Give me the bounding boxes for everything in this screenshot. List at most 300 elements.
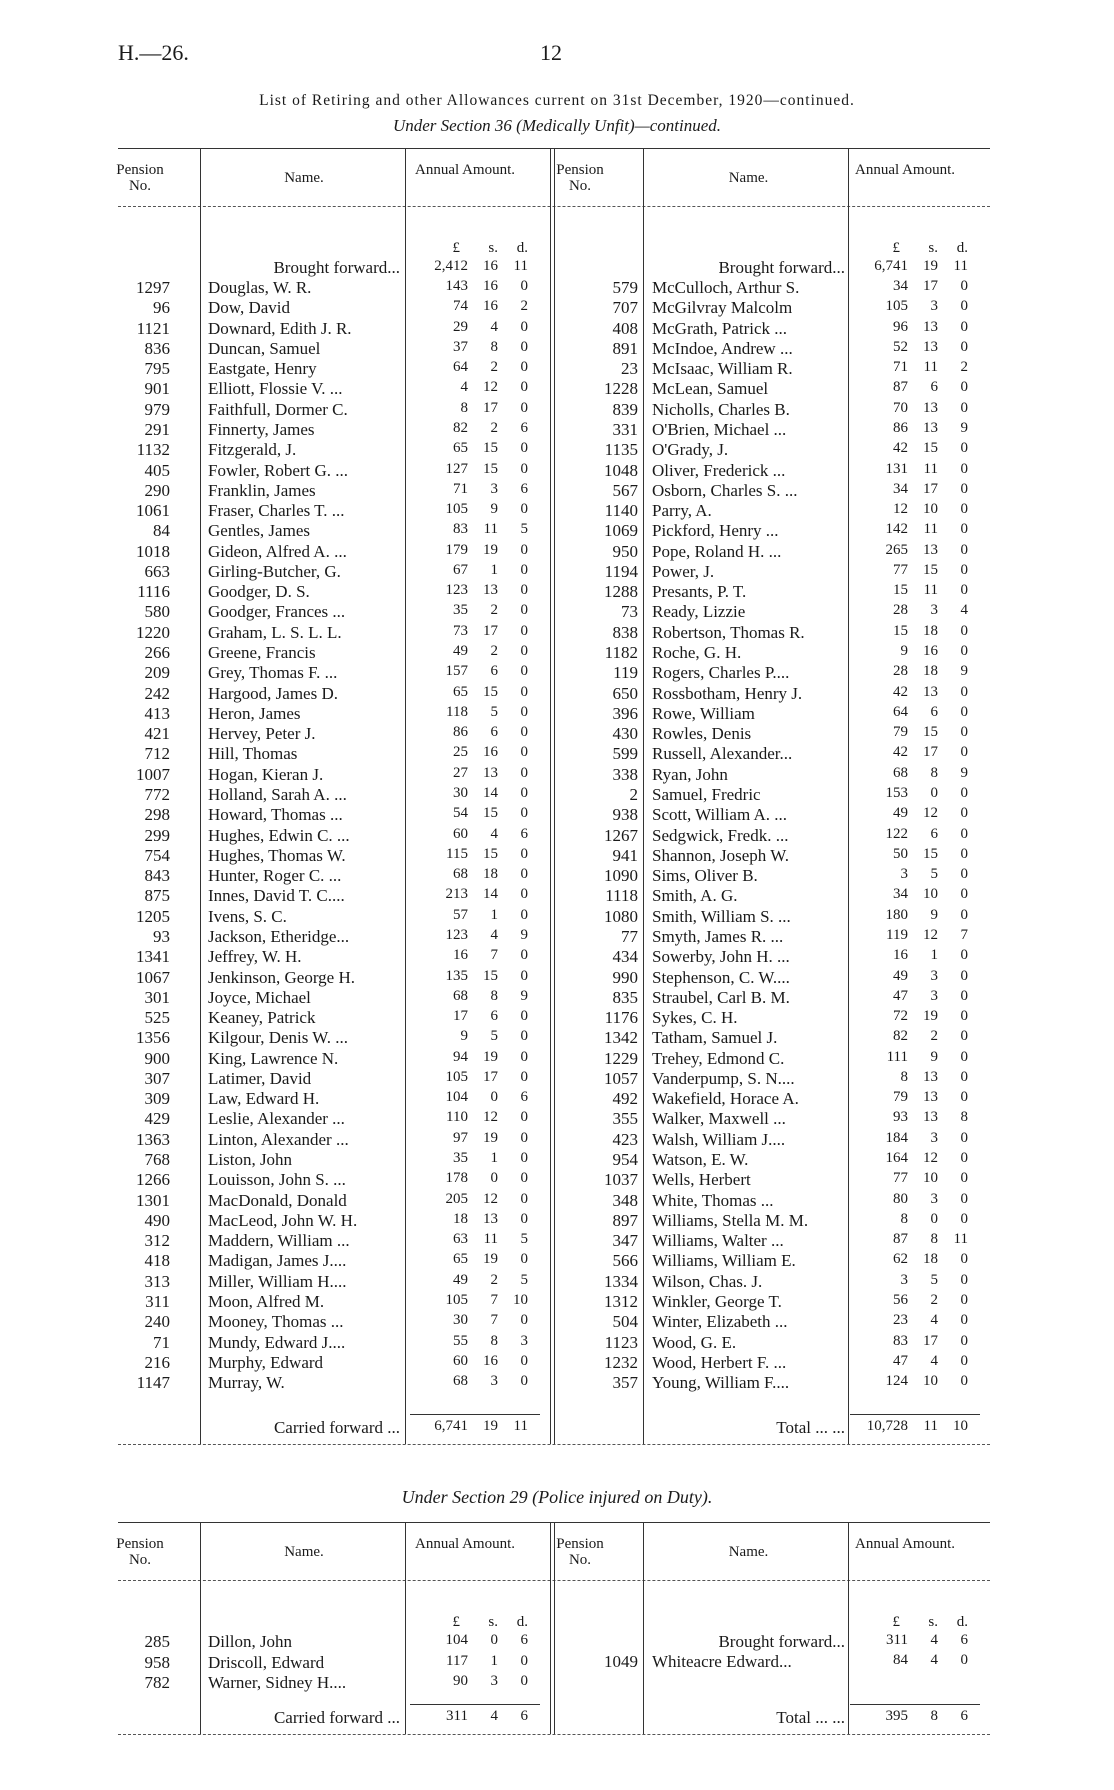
amount-pence: 0 xyxy=(520,379,528,396)
amount-pence: 0 xyxy=(960,744,968,761)
page-number: 12 xyxy=(540,40,562,65)
amount-shillings: 8 xyxy=(490,1332,498,1349)
pensioner-name: Joyce, Michael xyxy=(208,987,311,1007)
pensioner-name: Fowler, Robert G. ... xyxy=(208,460,349,480)
amount-pounds: 105 xyxy=(445,501,468,518)
pension-number: 958 xyxy=(144,1652,170,1672)
pension-number: 421 xyxy=(144,724,170,744)
amount-pounds: 49 xyxy=(453,643,468,660)
amount-pence: 7 xyxy=(960,926,968,943)
amount-shillings: 11 xyxy=(923,359,938,376)
pension-number: 408 xyxy=(612,318,638,338)
pensioner-name: Presants, P. T. xyxy=(652,582,747,602)
column-divider xyxy=(643,1522,644,1734)
amount-pence: 0 xyxy=(960,561,968,578)
amount-pence: 0 xyxy=(960,501,968,518)
amount-pounds: 65 xyxy=(453,440,468,457)
pensioner-name: Hargood, James D. xyxy=(208,683,338,703)
pensioner-name: Smyth, James R. ... xyxy=(652,926,784,946)
pension-number: 429 xyxy=(144,1109,170,1129)
pensioner-name: Mooney, Thomas ... xyxy=(208,1312,344,1332)
amount-shillings: 19 xyxy=(483,541,498,558)
pension-number: 525 xyxy=(144,1008,170,1028)
pensioner-name: Robertson, Thomas R. xyxy=(652,622,805,642)
amount-shillings: 13 xyxy=(923,541,938,558)
amount-pounds: 52 xyxy=(893,338,908,355)
annual-amount xyxy=(850,1089,975,1109)
amount-shillings: 10 xyxy=(923,501,938,518)
amount-pounds: 105 xyxy=(445,1068,468,1085)
annual-amount xyxy=(850,1373,975,1393)
amount-pounds: 86 xyxy=(453,724,468,741)
amount-pounds: 213 xyxy=(445,886,468,903)
amount-shillings: 15 xyxy=(483,683,498,700)
amount-pounds: 62 xyxy=(893,1251,908,1268)
pensioner-name: Law, Edward H. xyxy=(208,1089,320,1109)
amount-pounds: 8 xyxy=(900,1068,908,1085)
amount-pounds: 73 xyxy=(453,622,468,639)
amount-shillings: 15 xyxy=(923,561,938,578)
annual-amount xyxy=(410,1231,535,1251)
annual-amount xyxy=(410,440,535,460)
amount-pounds: 29 xyxy=(453,318,468,335)
amount-shillings: 0 xyxy=(490,1170,498,1187)
amount-pounds: 96 xyxy=(893,318,908,335)
annual-amount xyxy=(410,1632,535,1652)
amount-pounds: 47 xyxy=(893,1352,908,1369)
pensioner-name: Jenkinson, George H. xyxy=(208,967,355,987)
amount-shillings: 5 xyxy=(490,1028,498,1045)
amount-pounds: 205 xyxy=(445,1190,468,1207)
amount-pence: 0 xyxy=(960,1352,968,1369)
amount-pounds: 9 xyxy=(900,643,908,660)
amount-pounds: 178 xyxy=(445,1170,468,1187)
brought-forward-right-amount xyxy=(850,1632,975,1652)
amount-shillings: 17 xyxy=(923,278,938,294)
amount-pounds: 82 xyxy=(453,419,468,436)
pension-number: 93 xyxy=(153,926,170,946)
amount-pence: 0 xyxy=(520,724,528,741)
annual-amount xyxy=(850,1130,975,1150)
amount-shillings: 1 xyxy=(490,1652,498,1669)
pensioner-name: Fraser, Charles T. ... xyxy=(208,501,345,521)
pension-number: 307 xyxy=(144,1068,170,1088)
amount-pounds: 42 xyxy=(893,440,908,457)
pension-number: 84 xyxy=(153,521,170,541)
amount-shillings: 13 xyxy=(923,419,938,436)
pensioner-name: Osborn, Charles S. ... xyxy=(652,480,798,500)
amount-pounds: 122 xyxy=(885,825,908,842)
amount-pounds: 153 xyxy=(885,785,908,801)
amount-shillings: 14 xyxy=(483,886,498,903)
amount-pounds: 28 xyxy=(893,663,908,680)
amount-pounds: 16 xyxy=(893,947,908,964)
amount-pence: 0 xyxy=(960,622,968,639)
pension-number: 216 xyxy=(144,1352,170,1372)
amount-pounds: 82 xyxy=(893,1028,908,1045)
amount-pounds: 6,741 xyxy=(434,1418,468,1434)
amount-pence: 0 xyxy=(520,703,528,720)
pension-number: 1090 xyxy=(604,866,638,886)
amount-pounds: 179 xyxy=(445,541,468,558)
amount-shillings: 2 xyxy=(490,643,498,660)
pensioner-name: Walker, Maxwell ... xyxy=(652,1109,786,1129)
amount-pounds: 68 xyxy=(453,1373,468,1390)
pensioner-name: Oliver, Frederick ... xyxy=(652,460,786,480)
amount-shillings: 10 xyxy=(923,1373,938,1390)
unit-shillings: s. xyxy=(928,240,938,256)
amount-pounds: 34 xyxy=(893,480,908,497)
pension-number: 1288 xyxy=(604,582,638,602)
pension-number: 338 xyxy=(612,764,638,784)
annual-amount xyxy=(850,359,975,379)
pensioner-name: McCulloch, Arthur S. xyxy=(652,278,800,297)
pension-number: 1080 xyxy=(604,906,638,926)
amount-pence: 0 xyxy=(520,805,528,822)
annual-amount xyxy=(850,521,975,541)
pensioner-name: Williams, Walter ... xyxy=(652,1231,784,1251)
pension-number: 1267 xyxy=(604,825,638,845)
pensioner-name: Keaney, Patrick xyxy=(208,1008,316,1028)
pension-number: 1069 xyxy=(604,521,638,541)
amount-pounds: 67 xyxy=(453,561,468,578)
annual-amount xyxy=(410,1150,535,1170)
amount-shillings: 17 xyxy=(923,1332,938,1349)
pension-number: 73 xyxy=(621,602,638,622)
pensioner-name: Madigan, James J.... xyxy=(208,1251,347,1271)
amount-pounds: 42 xyxy=(893,744,908,761)
pensioner-name: Moon, Alfred M. xyxy=(208,1292,325,1311)
annual-amount xyxy=(410,1272,535,1292)
pensioner-name: Power, J. xyxy=(652,561,715,581)
amount-shillings: 1 xyxy=(930,947,938,964)
annual-amount xyxy=(850,400,975,420)
amount-pence: 0 xyxy=(520,1251,528,1268)
column-divider xyxy=(643,148,644,1444)
annual-amount xyxy=(410,278,535,298)
amount-shillings: 16 xyxy=(483,1352,498,1369)
annual-amount xyxy=(410,704,535,724)
unit-pence: d. xyxy=(516,1614,528,1630)
amount-pence: 0 xyxy=(520,440,528,457)
header-annual-amount-left: Annual Amount. xyxy=(415,162,515,178)
amount-pounds: 87 xyxy=(893,1231,908,1248)
amount-shillings: 12 xyxy=(923,805,938,822)
header-pension-no-right: Pension No. xyxy=(556,1536,604,1568)
rule-line xyxy=(118,1734,990,1735)
amount-pounds: 117 xyxy=(446,1652,468,1669)
header-name-right: Name. xyxy=(728,1544,769,1560)
amount-shillings: 15 xyxy=(923,724,938,741)
carried-forward-left-label: Carried forward ... xyxy=(273,1708,400,1727)
pension-number: 650 xyxy=(612,683,638,703)
amount-pence: 0 xyxy=(960,278,968,294)
amount-shillings: 17 xyxy=(483,1068,498,1085)
annual-amount xyxy=(410,319,535,339)
amount-shillings: 16 xyxy=(483,258,498,274)
amount-shillings: 0 xyxy=(490,1089,498,1106)
header-annual-amount-left: Annual Amount. xyxy=(415,1536,515,1552)
amount-shillings: 2 xyxy=(930,1028,938,1045)
pensioner-name: Hughes, Edwin C. ... xyxy=(208,825,350,845)
amount-pounds: 135 xyxy=(445,967,468,984)
rule-line xyxy=(850,1704,980,1705)
annual-amount xyxy=(850,501,975,521)
amount-pence: 0 xyxy=(960,886,968,903)
pension-number: 1121 xyxy=(136,318,170,338)
amount-pounds: 94 xyxy=(453,1048,468,1065)
amount-pence: 11 xyxy=(513,1418,528,1434)
pensioner-name: Sedgwick, Fredk. ... xyxy=(652,825,789,845)
pensioner-name: Linton, Alexander ... xyxy=(208,1129,349,1149)
pensioner-name: Graham, L. S. L. L. xyxy=(208,622,342,642)
amount-pounds: 83 xyxy=(453,521,468,538)
annual-amount xyxy=(850,420,975,440)
annual-amount xyxy=(410,542,535,562)
annual-amount xyxy=(850,886,975,906)
amount-pounds: 124 xyxy=(885,1373,908,1390)
pensioner-name: Ryan, John xyxy=(652,764,728,784)
total-right-label: Total ... ... xyxy=(776,1708,845,1727)
amount-pounds: 4 xyxy=(460,379,468,396)
pension-number: 299 xyxy=(144,825,170,845)
pensioner-name: Eastgate, Henry xyxy=(208,359,317,379)
pension-number: 119 xyxy=(613,663,638,683)
annual-amount xyxy=(850,1211,975,1231)
pension-number: 795 xyxy=(144,359,170,379)
annual-amount xyxy=(850,602,975,622)
amount-shillings: 16 xyxy=(923,643,938,660)
amount-shillings: 13 xyxy=(483,1210,498,1227)
amount-shillings: 5 xyxy=(930,1271,938,1288)
amount-shillings: 3 xyxy=(930,298,938,315)
annual-amount xyxy=(410,1049,535,1069)
amount-pounds: 97 xyxy=(453,1129,468,1146)
annual-amount xyxy=(850,481,975,501)
amount-shillings: 9 xyxy=(930,1048,938,1065)
pensioner-name: Grey, Thomas F. ... xyxy=(208,663,338,683)
pension-number: 1266 xyxy=(136,1170,170,1190)
amount-shillings: 12 xyxy=(483,1109,498,1126)
annual-amount xyxy=(410,643,535,663)
annual-amount xyxy=(410,927,535,947)
currency-units xyxy=(410,240,535,258)
amount-pounds: 311 xyxy=(886,1632,908,1648)
pensioner-name: Samuel, Fredric xyxy=(652,785,761,804)
amount-pence: 0 xyxy=(960,440,968,457)
pensioner-name: Leslie, Alexander ... xyxy=(208,1109,345,1129)
amount-pence: 8 xyxy=(960,1109,968,1126)
amount-pence: 0 xyxy=(520,1673,528,1689)
annual-amount xyxy=(850,1170,975,1190)
pensioner-name: Jeffrey, W. H. xyxy=(208,947,302,967)
pension-number: 291 xyxy=(144,419,170,439)
column-divider xyxy=(405,148,406,1444)
pension-number: 599 xyxy=(612,744,638,764)
pension-number: 707 xyxy=(612,298,638,318)
annual-amount xyxy=(850,1028,975,1048)
pensioner-name: Ready, Lizzie xyxy=(652,602,746,622)
amount-pence: 0 xyxy=(520,1170,528,1187)
amount-pounds: 10,728 xyxy=(866,1418,908,1434)
rule-line xyxy=(850,1414,980,1415)
pension-number: 504 xyxy=(612,1312,638,1332)
annual-amount xyxy=(850,724,975,744)
annual-amount xyxy=(410,886,535,906)
currency-units xyxy=(850,1614,975,1632)
amount-shillings: 8 xyxy=(930,1708,938,1724)
annual-amount xyxy=(850,684,975,704)
amount-pence: 10 xyxy=(513,1292,528,1308)
amount-pounds: 77 xyxy=(893,561,908,578)
amount-pence: 0 xyxy=(520,906,528,923)
amount-pence: 11 xyxy=(513,258,528,274)
amount-shillings: 12 xyxy=(483,379,498,396)
pension-number: 492 xyxy=(612,1089,638,1109)
pension-number: 954 xyxy=(612,1150,638,1170)
pensioner-name: Finnerty, James xyxy=(208,419,315,439)
pension-number: 1018 xyxy=(136,541,170,561)
pensioner-name: Trehey, Edmond C. xyxy=(652,1048,785,1068)
annual-amount xyxy=(850,765,975,785)
pensioner-name: Jackson, Etheridge... xyxy=(208,926,350,946)
amount-pounds: 3 xyxy=(900,866,908,883)
header-name-left: Name. xyxy=(284,1544,324,1560)
amount-pence: 2 xyxy=(960,359,968,376)
pension-number: 891 xyxy=(612,338,638,358)
annual-amount xyxy=(850,785,975,805)
pension-number: 312 xyxy=(144,1231,170,1251)
annual-amount xyxy=(410,562,535,582)
carried-forward-left-amount xyxy=(410,1708,535,1728)
amount-shillings: 8 xyxy=(930,764,938,781)
amount-pence: 6 xyxy=(960,1708,968,1724)
annual-amount xyxy=(410,1211,535,1231)
amount-pence: 0 xyxy=(520,541,528,558)
amount-pence: 0 xyxy=(520,1048,528,1065)
amount-pence: 0 xyxy=(520,1312,528,1329)
annual-amount xyxy=(410,765,535,785)
annual-amount xyxy=(410,298,535,318)
pensioner-name: Goodger, D. S. xyxy=(208,582,310,602)
amount-shillings: 1 xyxy=(490,1150,498,1167)
amount-shillings: 3 xyxy=(490,1373,498,1390)
unit-pence: d. xyxy=(956,240,968,256)
total-right-amount xyxy=(850,1418,975,1438)
amount-pounds: 123 xyxy=(445,582,468,599)
pensioner-name: Douglas, W. R. xyxy=(208,278,312,297)
pension-number: 311 xyxy=(145,1292,170,1311)
column-divider xyxy=(550,148,551,1444)
amount-pence: 0 xyxy=(960,987,968,1004)
amount-pounds: 180 xyxy=(885,906,908,923)
annual-amount xyxy=(410,602,535,622)
amount-pence: 0 xyxy=(520,683,528,700)
amount-pence: 0 xyxy=(960,703,968,720)
amount-shillings: 8 xyxy=(930,1231,938,1248)
pension-number: 396 xyxy=(612,703,638,723)
amount-shillings: 19 xyxy=(483,1129,498,1146)
annual-amount xyxy=(850,542,975,562)
annual-amount xyxy=(410,1130,535,1150)
annual-amount xyxy=(410,1089,535,1109)
pension-number: 782 xyxy=(144,1673,170,1692)
annual-amount xyxy=(850,1008,975,1028)
pensioner-name: Maddern, William ... xyxy=(208,1231,350,1251)
pension-number: 839 xyxy=(612,399,638,419)
annual-amount xyxy=(410,1170,535,1190)
pension-number: 567 xyxy=(612,480,638,500)
annual-amount xyxy=(850,1312,975,1332)
amount-pence: 0 xyxy=(960,1190,968,1207)
pensioner-name: Tatham, Samuel J. xyxy=(652,1028,778,1048)
amount-pounds: 164 xyxy=(885,1150,908,1167)
amount-shillings: 0 xyxy=(930,785,938,801)
amount-pence: 0 xyxy=(960,1373,968,1390)
annual-amount xyxy=(850,1069,975,1089)
pensioner-name: Sowerby, John H. ... xyxy=(652,947,790,967)
annual-amount xyxy=(850,298,975,318)
carried-forward-left-label: Carried forward ... xyxy=(273,1418,400,1437)
column-divider xyxy=(554,1522,555,1734)
pension-number: 1228 xyxy=(604,379,638,399)
pensioner-name: Girling-Butcher, G. xyxy=(208,561,341,581)
amount-pence: 0 xyxy=(960,683,968,700)
amount-pounds: 70 xyxy=(893,399,908,416)
pensioner-name: Vanderpump, S. N.... xyxy=(652,1068,795,1088)
amount-pence: 0 xyxy=(520,1150,528,1167)
pension-number: 331 xyxy=(612,419,638,439)
amount-pence: 0 xyxy=(520,1210,528,1227)
amount-shillings: 13 xyxy=(923,1089,938,1106)
amount-pounds: 311 xyxy=(446,1708,468,1724)
amount-shillings: 7 xyxy=(490,947,498,964)
annual-amount xyxy=(410,1251,535,1271)
pensioner-name: Wilson, Chas. J. xyxy=(652,1271,763,1291)
pension-number: 1061 xyxy=(136,501,170,521)
header-pension-no-right: Pension No. xyxy=(556,162,604,194)
pension-number: 897 xyxy=(612,1210,638,1230)
pension-number: 836 xyxy=(144,338,170,358)
amount-pence: 0 xyxy=(960,724,968,741)
pensioner-name: Wells, Herbert xyxy=(652,1170,751,1190)
pension-number: 348 xyxy=(612,1190,638,1210)
pension-number: 1118 xyxy=(605,886,638,906)
amount-pounds: 23 xyxy=(893,1312,908,1329)
pension-number: 1341 xyxy=(136,947,170,967)
pensioner-name: Scott, William A. ... xyxy=(652,805,788,825)
amount-shillings: 13 xyxy=(923,1068,938,1085)
amount-shillings: 0 xyxy=(930,1210,938,1227)
annual-amount xyxy=(410,359,535,379)
annual-amount xyxy=(410,846,535,866)
column-divider xyxy=(554,148,555,1444)
amount-pence: 0 xyxy=(960,480,968,497)
annual-amount xyxy=(850,907,975,927)
pension-number: 1194 xyxy=(604,561,638,581)
amount-shillings: 14 xyxy=(483,785,498,801)
annual-amount xyxy=(410,1673,535,1693)
pensioner-name: McGrath, Patrick ... xyxy=(652,318,788,338)
amount-pounds: 86 xyxy=(893,419,908,436)
pension-number: 901 xyxy=(144,379,170,399)
amount-pounds: 104 xyxy=(445,1632,468,1648)
pensioner-name: Roche, G. H. xyxy=(652,643,742,663)
amount-shillings: 4 xyxy=(490,1708,498,1724)
pensioner-name: Pope, Roland H. ... xyxy=(652,541,782,561)
pension-number: 1297 xyxy=(136,278,170,297)
amount-shillings: 19 xyxy=(483,1048,498,1065)
